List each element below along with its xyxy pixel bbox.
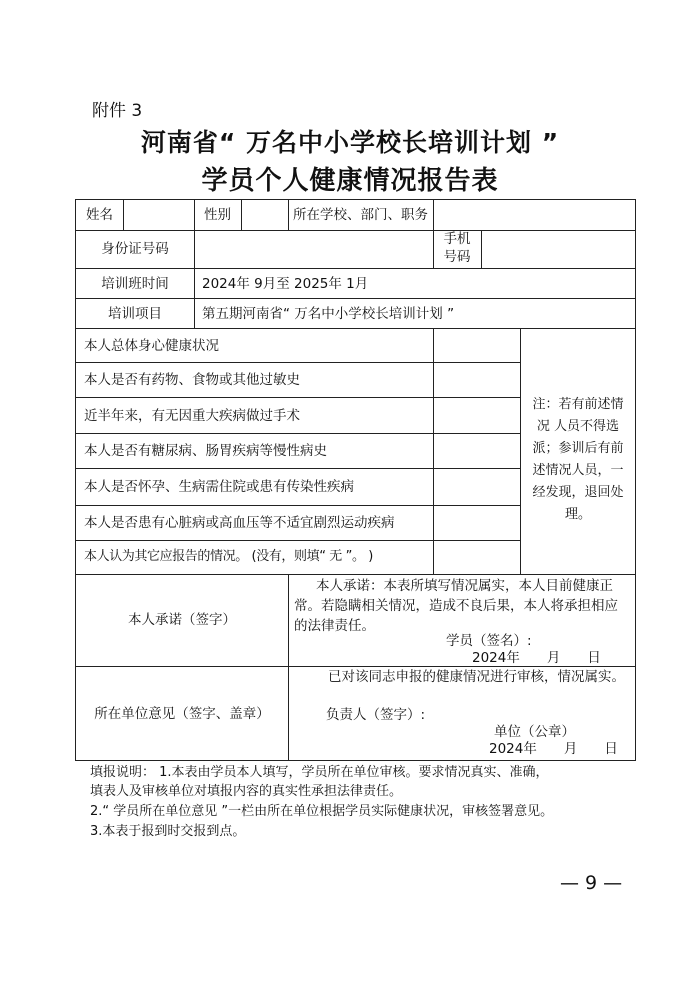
health-answer-field[interactable] [434,506,520,540]
school-field[interactable] [434,201,634,230]
training-project-value: 第五期河南省“ 万名中小学校长培训计划 ” [202,306,455,322]
note-line: 注：若有前述情 [532,397,624,412]
unit-date: 2024年 月 日 [489,741,618,757]
name-field[interactable] [124,201,194,230]
health-answer-field[interactable] [434,434,520,468]
note-line: 理。 [564,507,591,522]
footnote-line2: 填表人及审核单位对填报内容的真实性承担法律责任。 [90,784,403,799]
phone-label-line1: 手机 [443,231,471,247]
health-item: 本人是否有糖尿病、肠胃疾病等慢性病史 [84,443,327,459]
health-item: 近半年来，有无因重大疾病做过手术 [84,408,300,424]
health-item: 本人是否患有心脏病或高血压等不适宜剧烈运动疾病 [84,515,395,531]
note-line: 派；参训后有前 [532,441,624,456]
health-answer-field[interactable] [434,541,520,574]
health-item: 本人是否怀孕、生病需住院或患有传染性疾病 [84,479,354,495]
gender-label: 性别 [204,207,231,223]
pledge-date: 2024年 月 日 [472,650,601,666]
pledge-text-line3: 的法律责任。 [294,618,375,634]
health-answer-field[interactable] [434,398,520,433]
health-answer-field[interactable] [434,469,520,505]
id-number-field[interactable] [195,231,433,268]
health-report-form [75,199,636,761]
name-label: 姓名 [86,207,113,223]
pledge-text-line2: 常。若隐瞒相关情况，造成不良后果，本人将承担相应 [294,598,618,614]
health-item: 本人是否有药物、食物或其他过敏史 [84,372,300,388]
unit-leader-signature-label: 负责人（签字）: [326,707,426,723]
health-answer-field[interactable] [434,329,520,362]
attachment-label: 附件 3 [92,101,143,121]
health-answer-field[interactable] [434,363,520,397]
training-period-label: 培训班时间 [101,276,169,292]
health-item: 本人认为其它应报告的情况。 (没有，则填“ 无 ”。 ) [84,549,373,564]
gender-field[interactable] [242,201,288,230]
school-label: 所在学校、部门、职务 [293,207,428,223]
unit-seal-label: 单位（公章） [494,724,575,740]
unit-opinion-label: 所在单位意见（签字、盖章） [94,706,270,722]
phone-label [433,230,481,266]
document-title-line2: 学员个人健康情况报告表 [201,166,499,196]
pledge-label: 本人承诺（签字） [128,612,236,628]
id-number-label: 身份证号码 [101,241,169,257]
phone-label-line2: 号码 [443,249,471,265]
document-title-line1: 河南省“ 万名中小学校长培训计划 ” [140,128,560,157]
unit-opinion-text: 已对该同志申报的健康情况进行审核，情况属实。 [328,669,625,685]
note-line: 况 人员不得选 [536,419,620,434]
selection-note [522,394,634,526]
phone-field[interactable] [482,231,634,268]
footnote-line3: 2.“ 学员所在单位意见 ”一栏由所在单位根据学员实际健康状况，审核签署意见。 [90,804,554,819]
student-signature-label: 学员（签名）: [446,633,532,649]
footnote-line4: 3.本表于报到时交报到点。 [90,824,246,839]
note-line: 述情况人员，一 [532,463,624,478]
training-period-value: 2024年 9月至 2025年 1月 [202,276,369,292]
health-item: 本人总体身心健康状况 [84,338,219,354]
note-line: 经发现，退回处 [532,485,624,500]
training-project-label: 培训项目 [108,306,162,322]
pledge-text-line1: 本人承诺：本表所填写情况属实，本人目前健康正 [316,578,613,594]
footnote-line1: 填报说明： 1.本表由学员本人填写，学员所在单位审核。要求情况真实、准确， [90,765,549,780]
page-number: — 9 — [560,872,623,894]
